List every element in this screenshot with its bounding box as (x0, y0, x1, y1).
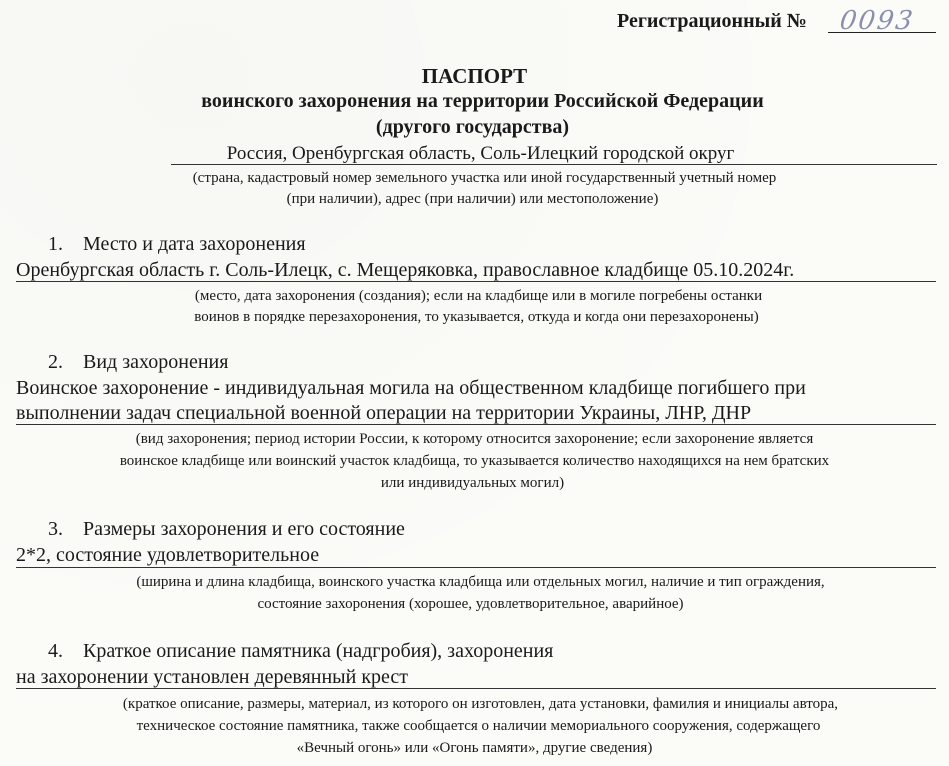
section-2-value-line2: выполнении задач специальной военной операции на территории Украины, ЛНР, ДНР (16, 402, 752, 424)
section-2-title: Вид захоронения (83, 351, 229, 373)
document-subtitle-line2: (другого государства) (375, 116, 570, 138)
section-3-underline (16, 567, 936, 568)
location-hint-line1: (страна, кадастровый номер земельного участка или иной государственный учетный номер (192, 170, 777, 186)
section-4-underline (16, 688, 936, 689)
document-title: ПАСПОРТ (421, 64, 528, 88)
registration-label: Регистрационный № (617, 10, 807, 32)
section-4-hint-line2: техническое состояние памятника, также сообщается о наличии мемориального сооружения, содержащего (136, 718, 821, 734)
section-2-hint-line1: (вид захоронения; период истории России, к которому относится захоронение; если захоронение является (135, 431, 814, 447)
section-3-hint-line2: состояние захоронения (хорошее, удовлетворительное, аварийное) (257, 596, 684, 612)
section-4-heading (48, 640, 553, 663)
section-1-hint-line1: (место, дата захоронения (создания); если на кладбище или в могиле погребены останки (194, 288, 763, 304)
location-underline (171, 164, 937, 165)
section-4-title: Краткое описание памятника (надгробия), захоронения (83, 640, 554, 662)
section-1-title: Место и дата захоронения (83, 233, 306, 255)
section-4-hint-line1: (краткое описание, размеры, материал, из которого он изготовлен, дата установки, фамилия и инициалы автора, (122, 696, 839, 712)
section-3-hint-line1: (ширина и длина кладбища, воинского участка кладбища или отдельных могил, наличие и тип ограждения, (136, 574, 825, 590)
document-subtitle-line1: воинского захоронения на территории Российской Федерации (201, 90, 764, 112)
registration-number: 0093 (837, 6, 917, 36)
section-2-hint-line2: воинское кладбище или воинский участок кладбища, то указывается количество находящихся на нем братских (119, 453, 830, 469)
section-4-value: на захоронении установлен деревянный крест (16, 666, 409, 688)
section-1-hint-line2: воинов в порядке перезахоронения, то указывается, откуда и когда они перезахоронены) (194, 309, 759, 325)
section-2-value-line1: Воинское захоронение - индивидуальная могила на общественном кладбище погибшего при (16, 377, 806, 399)
section-3-heading (48, 518, 405, 541)
location-hint-line2: (при наличии), адрес (при наличии) или местоположение) (286, 191, 659, 207)
section-1-number: 1. (48, 233, 63, 255)
section-2-heading (48, 351, 228, 374)
section-3-number: 3. (48, 518, 63, 540)
section-2-number: 2. (48, 351, 63, 373)
location-value: Россия, Оренбургская область, Соль-Илецкий городской округ (226, 143, 735, 164)
section-1-heading (48, 233, 306, 256)
section-2-hint-line3: или индивидуальных могил) (380, 475, 565, 491)
section-1-underline (16, 281, 936, 282)
section-4-number: 4. (48, 640, 63, 662)
section-2-underline (16, 424, 936, 425)
section-1-value: Оренбургская область г. Соль-Илецк, с. Мещеряковка, православное кладбище 05.10.2024г. (16, 259, 795, 281)
section-4-hint-line3: «Вечный огонь» или «Огонь памяти», другие сведения) (296, 740, 653, 756)
section-3-title: Размеры захоронения и его состояние (83, 518, 405, 540)
section-3-value: 2*2, состояние удовлетворительное (16, 544, 320, 566)
